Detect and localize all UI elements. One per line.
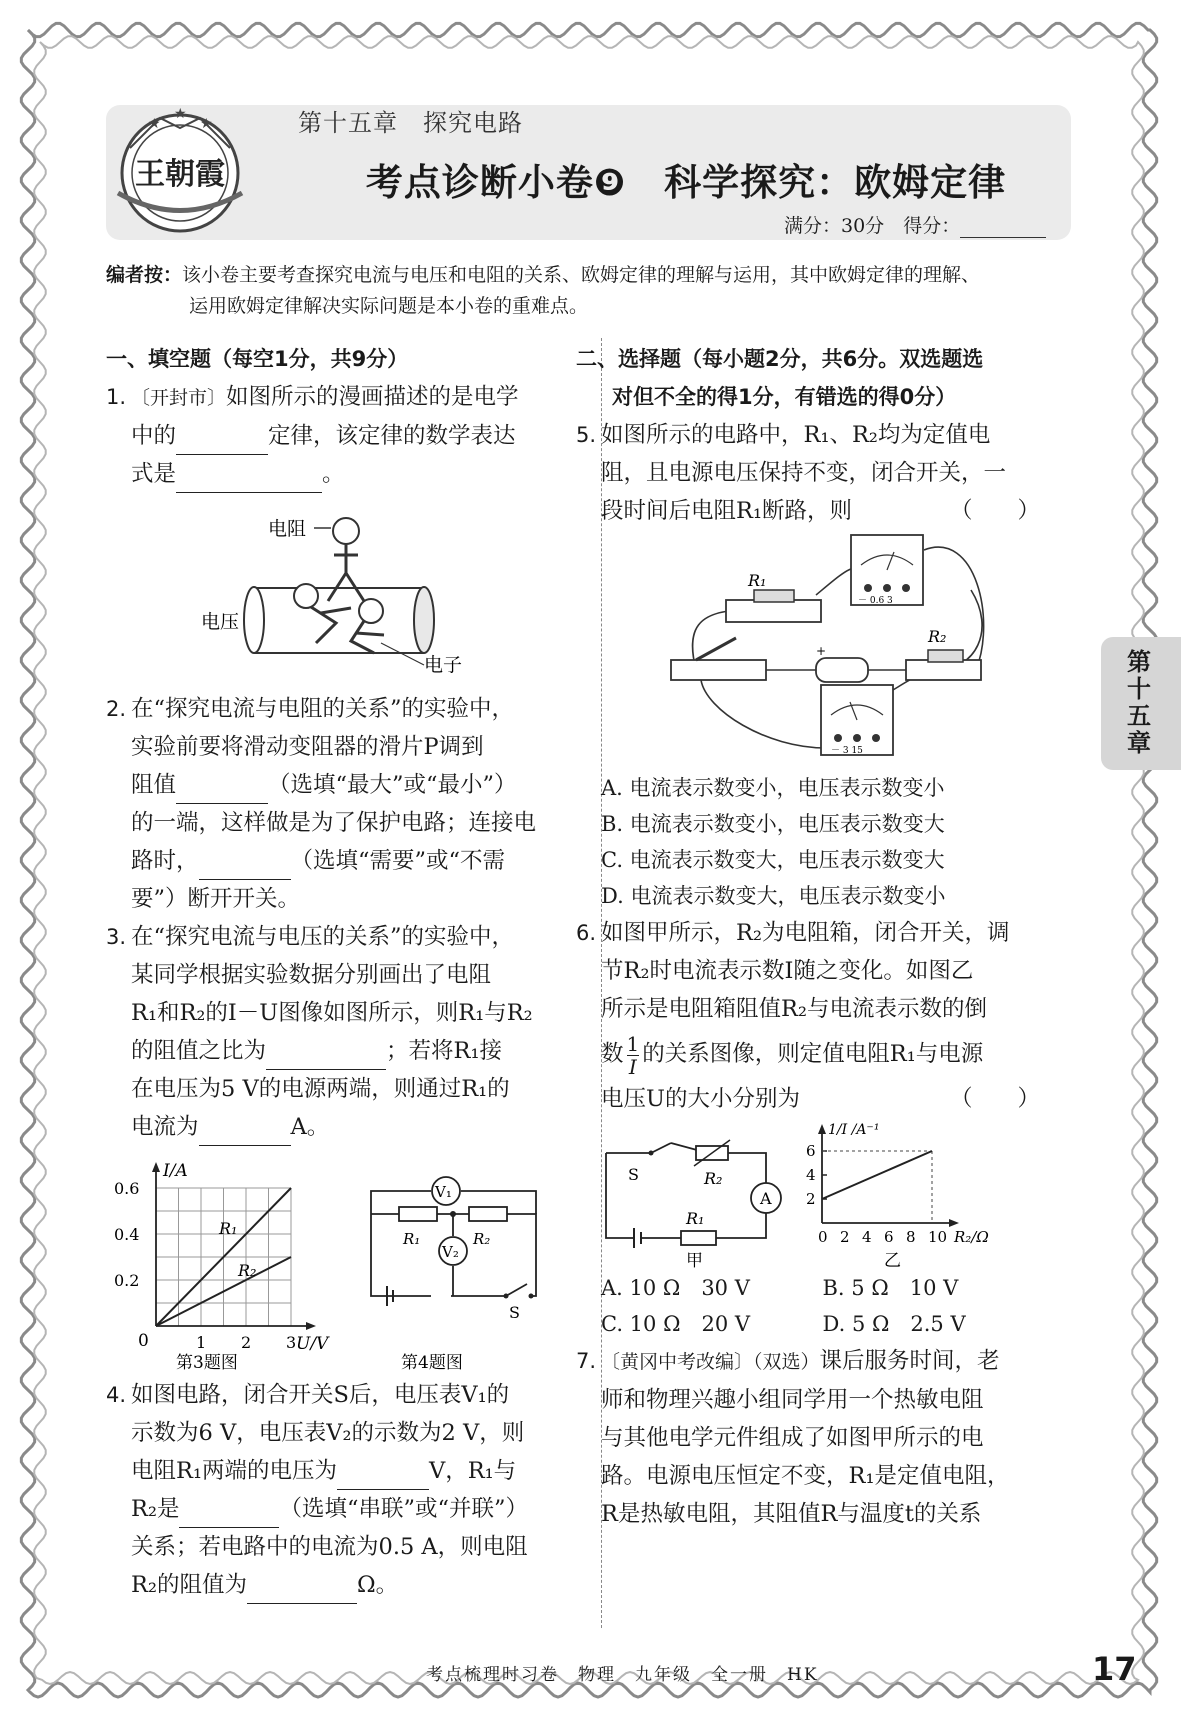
q3-line-4a: 的阻值之比为 — [131, 1038, 267, 1064]
q6-fraction — [627, 1033, 640, 1078]
q2-line-4: 的一端，这样做是为了保护电路；连接电 — [131, 810, 537, 836]
q4-line-6a: R₂的阻值为 — [131, 1572, 247, 1598]
q3-line-5: 在电压为5 V的电源两端，则通过R₁的 — [131, 1076, 510, 1102]
page-title: 考点诊断小卷❾ 科学探究：欧姆定律 — [365, 161, 1007, 204]
question-7 — [576, 1342, 1044, 1533]
fig6-x-tick-label: 10 — [928, 1228, 948, 1246]
left-column — [106, 340, 556, 1604]
fig4-v2-label: V₂ — [442, 1243, 459, 1261]
fig6-y-tick-label: 4 — [806, 1166, 816, 1184]
q6-r1-box — [681, 1231, 716, 1245]
q6-ammeter-label: A — [760, 1189, 772, 1208]
q6-line-2: 节R₂时电流表示数I随之变化。如图乙 — [601, 958, 974, 984]
fig4-v1-label: V₁ — [435, 1183, 452, 1201]
fig3-r1-label: R₁ — [219, 1219, 238, 1238]
q2-line-5b: （选填“需要”或“不需 — [290, 848, 506, 874]
section2-title-1: 二、选择题（每小题2分，共6分。双选题选 — [576, 347, 984, 371]
chapter-side-tab[interactable] — [1101, 637, 1181, 770]
q6-option-b[interactable]: B. 5 Ω 10 V — [822, 1276, 959, 1300]
fig3-x-tick-label: 1 — [196, 1333, 207, 1352]
q2-number: 2. — [106, 697, 127, 721]
score-label: 得分： — [903, 215, 961, 237]
editor-note-label: 编者按： — [106, 264, 183, 286]
section2-title-2: 对但不全的得1分，有错选的得0分） — [612, 385, 957, 409]
fig3-caption: 第3题图 — [176, 1353, 238, 1372]
q5-option-d[interactable]: D. 电流表示数变大，电压表示数变小 — [601, 884, 946, 908]
q3-blank-2[interactable] — [199, 1120, 291, 1146]
fig6-x-label: R₂/Ω — [954, 1228, 989, 1246]
q4-line-3b: V，R₁与 — [428, 1458, 517, 1484]
q4-line-4b: （选填“串联”或“并联”） — [279, 1496, 528, 1522]
q6-option-a[interactable]: A. 10 Ω 30 V — [601, 1276, 750, 1300]
q5-r1-board — [726, 600, 821, 622]
chapter-label: 第十五章 探究电路 — [298, 109, 523, 137]
q4-number: 4. — [106, 1383, 127, 1407]
q2-line-6: 要”）断开开关。 — [131, 886, 301, 912]
q5-voltmeter-scale: － 3 15 — [831, 746, 863, 756]
q2-line-3b: （选填“最大”或“最小”） — [268, 772, 517, 798]
fig4-r2-resistor — [469, 1207, 507, 1221]
q3-line-3: R₁和R₂的I－U图像如图所示，则R₁与R₂ — [131, 1000, 533, 1026]
cartoon-label-voltage: 电压 — [201, 611, 240, 633]
page-number: 17 — [1092, 1650, 1137, 1688]
q2-line-1: 在“探究电流与电阻的关系”的实验中， — [131, 696, 515, 722]
q4-line-2: 示数为6 V，电压表V₂的示数为2 V，则 — [131, 1420, 525, 1446]
q2-blank-2[interactable] — [199, 854, 291, 880]
q4-blank-1[interactable] — [337, 1464, 429, 1490]
section1-title: 一、填空题（每空1分，共9分） — [106, 347, 409, 371]
q6-line-5: 电压U的大小分别为 — [601, 1086, 800, 1112]
fig3-y-tick-label: 0.6 — [114, 1179, 140, 1198]
q6-yi-caption: 乙 — [884, 1251, 901, 1270]
q4-line-5: 关系；若电路中的电流为0.5 A，则电阻 — [131, 1534, 528, 1560]
question-3 — [106, 918, 556, 1146]
q5-answer-paren[interactable]: （ ） — [949, 498, 1040, 524]
q1-blank-1[interactable] — [176, 429, 268, 455]
q7-tag: （双选） — [753, 1351, 820, 1373]
svg-text:★: ★ — [174, 106, 187, 122]
q6-number: 6. — [576, 921, 597, 945]
fig4-circuit — [351, 1146, 556, 1372]
q5-line-1: 如图所示的电路中，R₁、R₂均为定值电 — [601, 422, 991, 448]
editor-note-line2: 运用欧姆定律解决实际问题是本小卷的重难点。 — [189, 295, 589, 317]
q6-line-3: 所示是电阻箱阻值R₂与电流表示数的倒 — [601, 996, 987, 1022]
q3-line-6b: A。 — [290, 1114, 330, 1140]
q6-option-c[interactable]: C. 10 Ω 20 V — [601, 1312, 751, 1336]
fig6-y-tick-label: 2 — [806, 1190, 816, 1208]
q2-line-3a: 阻值 — [131, 772, 177, 798]
q6-figures — [576, 1118, 1044, 1270]
q1-cartoon-figure — [106, 493, 556, 678]
fig3-x-arrow — [306, 1322, 316, 1330]
question-5 — [576, 416, 1044, 530]
q1-text-e: 。 — [322, 461, 345, 487]
q5-number: 5. — [576, 423, 597, 447]
q1-text-d: 式是 — [131, 461, 177, 487]
svg-text:+: + — [816, 644, 827, 658]
svg-text:★: ★ — [148, 116, 161, 132]
side-tab-label: 第十五章 — [1127, 648, 1151, 757]
fig6-x-tick-label: 8 — [906, 1228, 916, 1246]
fig6-series-line — [822, 1151, 932, 1199]
fig6-y-tick-label: 6 — [806, 1142, 816, 1160]
q7-line-2: 师和物理兴趣小组同学用一个热敏电阻 — [601, 1387, 984, 1413]
q5-switch — [671, 660, 766, 680]
q5-r2-board — [906, 660, 981, 680]
q7-number: 7. — [576, 1349, 597, 1373]
cartoon-label-electron: 电子 — [424, 654, 463, 676]
q2-line-5a: 路时， — [131, 848, 199, 874]
fig3-x-tick-label: 2 — [241, 1333, 252, 1352]
q6-line-1: 如图甲所示，R₂为电阻箱，闭合开关，调 — [601, 920, 1010, 946]
fig3-y-arrow — [152, 1162, 160, 1172]
fig3-origin: 0 — [138, 1331, 149, 1351]
fig6-x-tick-label: 0 — [818, 1228, 828, 1246]
q5-option-c[interactable]: C. 电流表示数变大，电压表示数变大 — [601, 848, 945, 872]
brand-logo — [110, 98, 250, 238]
q6-fig-yi-chart — [794, 1118, 1014, 1270]
score-blank[interactable] — [960, 220, 1046, 238]
q6-r2-label: R₂ — [704, 1169, 723, 1188]
q4-blank-2[interactable] — [179, 1502, 279, 1528]
cartoon-label-resistance: 电阻 — [268, 518, 307, 540]
q3-number: 3. — [106, 925, 127, 949]
q6-options-row-2 — [576, 1306, 1044, 1342]
q2-line-2: 实验前要将滑动变阻器的滑片P调到 — [131, 734, 484, 760]
q7-line-5: R是热敏电阻，其阻值R与温度t的关系 — [601, 1501, 982, 1527]
q3-q4-figures — [106, 1146, 556, 1372]
fig6-x-tick-label: 2 — [840, 1228, 850, 1246]
q6-option-d[interactable]: D. 5 Ω 2.5 V — [822, 1312, 966, 1336]
fig4-switch — [506, 1284, 527, 1296]
q6-switch — [651, 1143, 671, 1153]
q1-text-c: 定律，该定律的数学表达 — [268, 423, 516, 449]
q5-circuit-figure — [576, 530, 1044, 758]
q3-line-4b: ；若将R₁接 — [386, 1038, 502, 1064]
q6-fraction-den: I — [628, 1054, 637, 1079]
q5-r2-label: R₂ — [928, 627, 947, 646]
q7-line-4: 路。电源电压恒定不变，R₁是定值电阻， — [601, 1463, 1010, 1489]
q5-battery — [816, 658, 868, 682]
footer-text: 考点梳理时习卷 物理 九年级 全一册 HK — [426, 1665, 819, 1685]
q5-option-a[interactable]: A. 电流表示数变小，电压表示数变小 — [601, 776, 945, 800]
q6-line-4b: 的关系图像，则定值电阻R₁与电源 — [642, 1041, 984, 1067]
q6-jia-caption: 甲 — [686, 1251, 703, 1270]
fig3-y-tick-label: 0.2 — [114, 1271, 140, 1290]
q6-options-row-1 — [576, 1270, 1044, 1306]
q4-line-3a: 电阻R₁两端的电压为 — [131, 1458, 337, 1484]
question-6 — [576, 914, 1044, 1118]
fig4-caption: 第4题图 — [401, 1353, 463, 1372]
q7-line-3: 与其他电学元件组成了如图甲所示的电 — [601, 1425, 984, 1451]
fig4-r2-label: R₂ — [473, 1230, 491, 1248]
q2-blank-1[interactable] — [176, 778, 268, 804]
score-line — [784, 211, 1046, 238]
q3-line-2: 某同学根据实验数据分别画出了电阻 — [131, 962, 492, 988]
page — [66, 60, 1137, 1688]
q7-source: 〔黄冈中考改编〕 — [601, 1351, 754, 1373]
q4-line-6b: Ω。 — [356, 1572, 399, 1598]
question-2 — [106, 690, 556, 918]
fig3-y-label: I/A — [163, 1161, 188, 1181]
q6-line-4a: 数 — [601, 1041, 624, 1067]
right-column — [576, 340, 1044, 1533]
fig4-r1-label: R₁ — [403, 1230, 421, 1248]
q7-line-1: 课后服务时间，老 — [819, 1348, 1000, 1374]
fig6-x-tick-label: 4 — [862, 1228, 872, 1246]
q1-source: 〔开封市〕 — [131, 387, 227, 409]
fig3-y-tick-label: 0.4 — [114, 1225, 140, 1244]
fig6-x-tick-label: 6 — [884, 1228, 894, 1246]
q5-option-b[interactable]: B. 电流表示数变小，电压表示数变大 — [601, 812, 945, 836]
q1-number: 1. — [106, 385, 127, 409]
full-score: 满分：30分 — [784, 215, 885, 237]
q6-fraction-num: 1 — [626, 1031, 640, 1056]
editor-note — [106, 260, 1106, 322]
fig3-iu-chart — [106, 1146, 336, 1372]
fig4-r1-resistor — [399, 1207, 437, 1221]
q5-ammeter-scale: － 0.6 3 — [858, 596, 893, 606]
q5-line-2: 阻，且电源电压保持不变，闭合开关，一 — [601, 460, 1007, 486]
fig4-switch-label: S — [509, 1303, 520, 1322]
fig3-x-tick-label: 3 — [286, 1333, 297, 1352]
q3-line-6a: 电流为 — [131, 1114, 199, 1140]
fig3-r2-label: R₂ — [238, 1261, 257, 1280]
q1-text-a: 如图所示的漫画描述的是电学 — [226, 384, 519, 410]
q5-r1-label: R₁ — [748, 571, 767, 590]
q3-line-1: 在“探究电流与电压的关系”的实验中， — [131, 924, 515, 950]
question-1 — [106, 378, 556, 493]
fig3-x-label: U/V — [296, 1334, 329, 1354]
q4-line-1: 如图电路，闭合开关S后，电压表V₁的 — [131, 1382, 510, 1408]
q4-blank-3[interactable] — [247, 1578, 357, 1604]
q4-line-4a: R₂是 — [131, 1496, 180, 1522]
q1-blank-2[interactable] — [176, 467, 322, 493]
q6-answer-paren[interactable]: （ ） — [949, 1086, 1040, 1112]
q6-fig-jia-circuit — [596, 1118, 786, 1270]
q6-switch-label: S — [628, 1165, 639, 1184]
q3-blank-1[interactable] — [266, 1044, 386, 1070]
logo-text: 王朝霞 — [135, 157, 225, 192]
svg-text:★: ★ — [200, 116, 213, 132]
editor-note-line1: 该小卷主要考查探究电流与电压和电阻的关系、欧姆定律的理解与运用，其中欧姆定律的理解、 — [182, 264, 981, 286]
fig6-y-label: 1/I /A⁻¹ — [828, 1122, 880, 1138]
q1-text-b: 中的 — [131, 423, 177, 449]
q5-line-3: 段时间后电阻R₁断路，则 — [601, 498, 852, 524]
q6-r1-label: R₁ — [686, 1209, 705, 1228]
q6-battery — [634, 1228, 641, 1248]
question-4 — [106, 1376, 556, 1604]
